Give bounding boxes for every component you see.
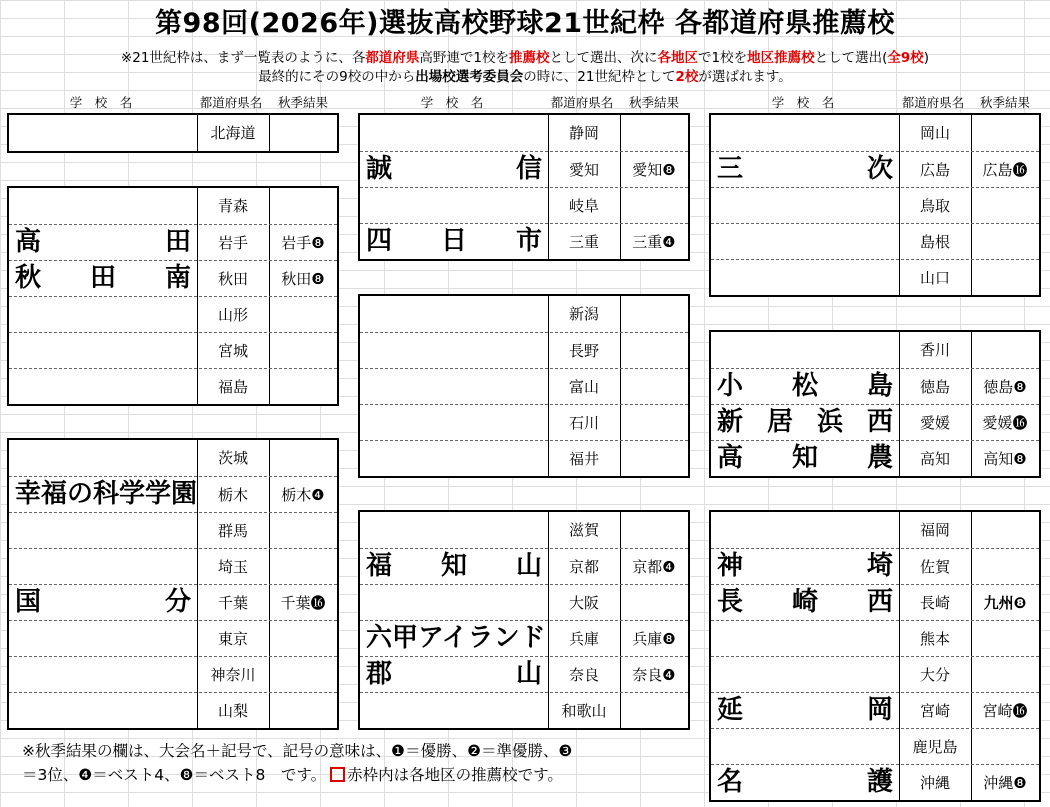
header-school-name: 学 校 名 (771, 95, 835, 110)
school-name-char: 名 (717, 767, 744, 797)
school-name-char: 神 (717, 551, 744, 581)
prefecture-cell: 青森 (217, 197, 248, 215)
autumn-result-cell: 秋田❽ (281, 270, 325, 288)
school-name-char: 幸福の科学学園 (15, 479, 198, 509)
school-name-char: 崎 (791, 587, 818, 617)
school-name (717, 764, 893, 800)
autumn-result-cell: 奈良❹ (632, 666, 676, 684)
school-name-char: 秋 (15, 263, 42, 293)
autumn-result-cell: 兵庫❽ (632, 630, 676, 648)
school-name-char: 高 (717, 443, 744, 473)
prefecture-cell: 宮崎 (919, 702, 950, 720)
prefecture-cell: 群馬 (217, 522, 248, 540)
school-name-char: 次 (866, 154, 893, 184)
school-name-char: 護 (866, 767, 893, 797)
table-row (711, 187, 1039, 223)
region-table-kyushu (709, 510, 1041, 802)
school-name (15, 224, 191, 260)
table-row (711, 620, 1039, 656)
school-name (15, 476, 198, 512)
autumn-result-cell: 岩手❽ (281, 234, 325, 252)
school-name (717, 692, 893, 728)
prefecture-cell: 栃木 (217, 486, 248, 504)
table-row (9, 620, 337, 656)
school-name (15, 584, 191, 620)
table-row (711, 259, 1039, 295)
prefecture-cell: 岩手 (217, 234, 248, 252)
prefecture-cell: 福島 (217, 378, 248, 396)
prefecture-cell: 兵庫 (568, 630, 599, 648)
table-row (9, 368, 337, 404)
prefecture-cell: 山口 (919, 269, 950, 287)
prefecture-cell: 福井 (568, 450, 599, 468)
prefecture-cell: 北海道 (210, 124, 256, 142)
school-name (366, 656, 542, 692)
table-row (711, 728, 1039, 764)
school-name-char: 松 (791, 371, 818, 401)
autumn-result-cell: 愛媛⓰ (982, 414, 1028, 432)
prefecture-cell: 茨城 (217, 449, 248, 467)
prefecture-cell: 京都 (568, 558, 599, 576)
header-autumn-result: 秋季結果 (979, 95, 1030, 110)
school-name-char: 田 (164, 227, 191, 257)
table-row (360, 332, 688, 368)
autumn-result-cell: 愛知❽ (632, 161, 676, 179)
autumn-result-cell: 三重❹ (632, 233, 676, 251)
school-name-char: 三 (717, 154, 744, 184)
autumn-result-cell: 栃木❹ (281, 486, 325, 504)
subtitle-line-1: ※21世紀枠は、まず一覧表のように、各都道府県高野連で1校を推薦校として選出、次に各地区で1校を地区推薦校として選出(全9校) (120, 50, 930, 66)
prefecture-cell: 新潟 (568, 305, 599, 323)
table-row (360, 584, 688, 620)
prefecture-cell: 神奈川 (210, 666, 256, 684)
school-name (717, 548, 893, 584)
table-row (360, 512, 688, 548)
school-name-char: 新 (717, 407, 744, 437)
region-table-hokushinetsu (358, 294, 690, 478)
school-name (717, 584, 893, 620)
prefecture-cell: 大阪 (568, 594, 599, 612)
table-row (711, 512, 1039, 548)
autumn-result-cell: 宮崎⓰ (982, 702, 1028, 720)
autumn-result-cell: 京都❹ (632, 558, 676, 576)
prefecture-cell: 千葉 (217, 594, 248, 612)
school-name-char: 山 (515, 551, 542, 581)
table-row (9, 548, 337, 584)
prefecture-cell: 大分 (919, 666, 950, 684)
prefecture-cell: 徳島 (919, 378, 950, 396)
school-name-char: 信 (515, 154, 542, 184)
prefecture-cell: 岐阜 (568, 197, 599, 215)
school-name-char: 埼 (866, 551, 893, 581)
autumn-result-cell: 沖縄❽ (983, 774, 1027, 792)
prefecture-cell: 三重 (568, 233, 599, 251)
school-name-char: 高 (15, 227, 42, 257)
table-row (9, 512, 337, 548)
legend-note-line-1: ※秋季結果の欄は、大会名＋記号で、記号の意味は、❶＝優勝、❷＝準優勝、❸ (22, 742, 573, 760)
prefecture-cell: 山形 (217, 306, 248, 324)
prefecture-cell: 山梨 (217, 702, 248, 720)
school-name-char: 四 (366, 226, 393, 256)
region-table-tohoku (7, 186, 339, 406)
prefecture-cell: 香川 (919, 341, 950, 359)
column-header-2 (358, 94, 690, 112)
prefecture-cell: 愛媛 (919, 414, 950, 432)
prefecture-cell: 長崎 (919, 594, 950, 612)
school-name-char: 郡 (366, 659, 393, 689)
region-table-kanto (7, 438, 339, 730)
school-name (366, 620, 546, 656)
school-name-char: 西 (866, 407, 893, 437)
prefecture-cell: 高知 (919, 450, 950, 468)
school-name-char: 岡 (866, 695, 893, 725)
prefecture-cell: 福岡 (919, 521, 950, 539)
prefecture-cell: 東京 (217, 630, 248, 648)
school-name-char: 市 (515, 226, 542, 256)
autumn-result-cell: 九州❽ (983, 594, 1027, 612)
school-name (366, 548, 542, 584)
table-row (9, 115, 337, 151)
legend-note-line-2: ＝3位、❹＝ベスト4、❽＝ベスト8 です。 赤枠内は各地区の推薦校です。 (22, 766, 563, 784)
prefecture-cell: 沖縄 (919, 774, 950, 792)
school-name-char: 国 (15, 587, 42, 617)
table-row (9, 188, 337, 224)
table-row (9, 296, 337, 332)
prefecture-cell: 長野 (568, 342, 599, 360)
table-row (9, 656, 337, 692)
header-school-name: 学 校 名 (420, 95, 484, 110)
column-header-1 (7, 94, 339, 112)
page-title: 第98回(2026年)選抜高校野球21世紀枠 各都道府県推薦校 (155, 8, 895, 39)
region-table-chugoku (709, 113, 1041, 297)
school-name-char: 長 (717, 587, 744, 617)
school-name (717, 368, 893, 404)
prefecture-cell: 滋賀 (568, 521, 599, 539)
prefecture-cell: 石川 (568, 414, 599, 432)
header-autumn-result: 秋季結果 (277, 95, 328, 110)
autumn-result-cell: 高知❽ (983, 450, 1027, 468)
prefecture-cell: 広島 (919, 161, 950, 179)
prefecture-cell: 和歌山 (561, 702, 607, 720)
prefecture-cell: 静岡 (568, 124, 599, 142)
school-name (717, 404, 893, 440)
school-name-char: 知 (440, 551, 467, 581)
table-row (360, 368, 688, 404)
table-row (711, 115, 1039, 151)
table-row (711, 223, 1039, 259)
school-name (366, 223, 542, 259)
table-row (711, 656, 1039, 692)
red-frame-icon (330, 767, 345, 782)
school-name-char: 山 (515, 659, 542, 689)
school-name-char: 知 (791, 443, 818, 473)
prefecture-cell: 埼玉 (217, 558, 248, 576)
school-name-char: 分 (164, 587, 191, 617)
prefecture-cell: 岡山 (919, 124, 950, 142)
region-table-shikoku (709, 330, 1041, 478)
school-name-char: 延 (717, 695, 744, 725)
header-autumn-result: 秋季結果 (628, 95, 679, 110)
header-prefecture: 都道府県名 (550, 95, 614, 110)
prefecture-cell: 宮城 (217, 342, 248, 360)
table-row (360, 296, 688, 332)
school-name (366, 151, 542, 187)
region-table-kinki (358, 510, 690, 730)
autumn-result-cell: 徳島❽ (983, 378, 1027, 396)
region-table-hokkaido (7, 113, 339, 153)
prefecture-cell: 鹿児島 (912, 738, 958, 756)
prefecture-cell: 鳥取 (919, 197, 950, 215)
school-name-char: 浜 (816, 407, 843, 437)
prefecture-cell: 富山 (568, 378, 599, 396)
table-row (711, 332, 1039, 368)
school-name-char: 農 (866, 443, 893, 473)
autumn-result-cell: 広島⓰ (982, 161, 1028, 179)
school-name-char: 誠 (366, 154, 393, 184)
autumn-result-cell: 千葉⓰ (280, 594, 326, 612)
school-name-char: 田 (89, 263, 116, 293)
header-school-name: 学 校 名 (69, 95, 133, 110)
subtitle-line-2: 最終的にその9校の中から出場校選考委員会の時に、21世紀枠として2校が選ばれます。 (258, 69, 792, 85)
school-name (15, 260, 191, 296)
school-name-char: 南 (164, 263, 191, 293)
column-header-3 (709, 94, 1041, 112)
school-name-char: 島 (866, 371, 893, 401)
prefecture-cell: 秋田 (217, 270, 248, 288)
region-table-tokai (358, 113, 690, 261)
header-prefecture: 都道府県名 (901, 95, 965, 110)
prefecture-cell: 奈良 (568, 666, 599, 684)
table-row (9, 332, 337, 368)
table-row (360, 187, 688, 223)
school-name-char: 日 (440, 226, 467, 256)
school-name (717, 151, 893, 187)
school-name-char: 居 (766, 407, 793, 437)
prefecture-cell: 佐賀 (919, 558, 950, 576)
table-row (360, 404, 688, 440)
school-name-char: 六甲アイランド (366, 623, 546, 653)
table-row (360, 115, 688, 151)
school-name-char: 福 (366, 551, 393, 581)
school-name-char: 小 (717, 371, 744, 401)
prefecture-cell: 愛知 (568, 161, 599, 179)
header-prefecture: 都道府県名 (199, 95, 263, 110)
table-row (360, 692, 688, 728)
school-name-char: 西 (866, 587, 893, 617)
table-row (9, 692, 337, 728)
table-row (360, 440, 688, 476)
table-row (9, 440, 337, 476)
prefecture-cell: 島根 (919, 233, 950, 251)
school-name (717, 440, 893, 476)
prefecture-cell: 熊本 (919, 630, 950, 648)
